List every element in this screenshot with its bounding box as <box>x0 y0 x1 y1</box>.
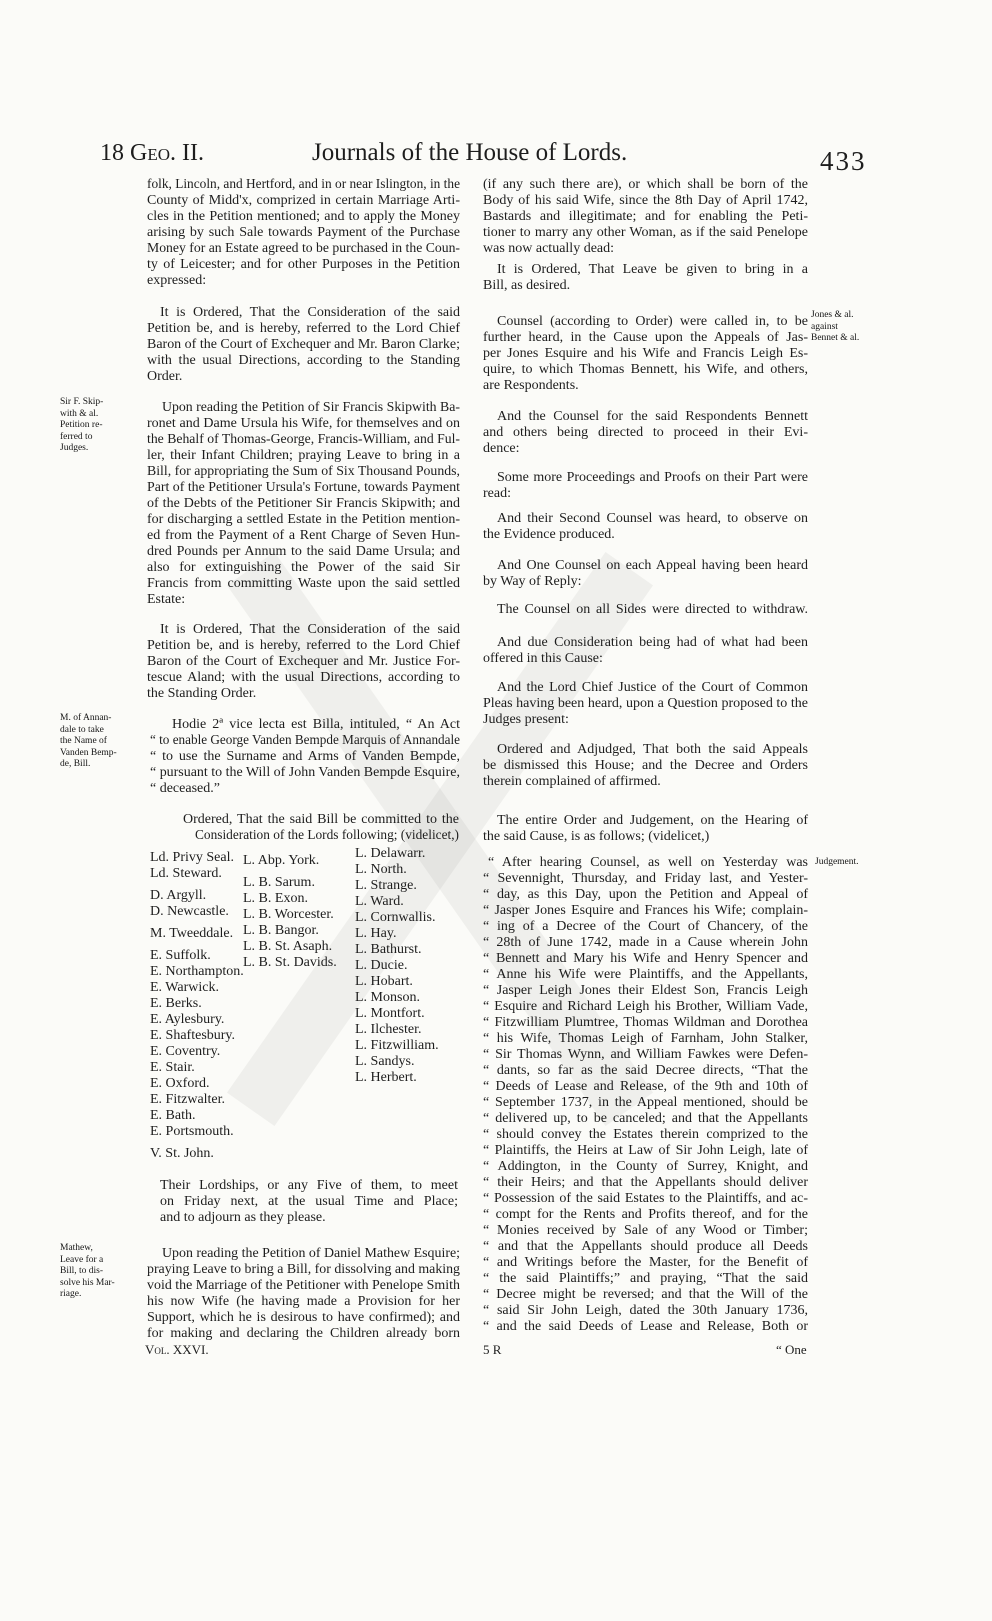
text-line: “ After hearing Counsel, as well on Yesterday was <box>488 855 808 870</box>
text-line: Petition be, and is hereby, referred to the Lord Chief <box>147 321 460 336</box>
text-line: by Way of Reply: <box>483 574 582 589</box>
text-line: Consideration of the Lords following; (videlicet,) <box>195 828 459 843</box>
text-line: And One Counsel on each Appeal having been heard <box>497 558 808 573</box>
committee-rank-group <box>150 926 244 942</box>
text-line: Francis from committing Waste upon the said settled <box>147 576 460 591</box>
text-line: “ Jasper Leigh Jones their Eldest Son, Francis Leigh <box>483 983 808 998</box>
text-line: void the Marriage of the Petitioner with Penelope Smith <box>147 1278 460 1293</box>
text-line: ferred to <box>60 431 93 442</box>
committee-member: L. B. St. Asaph. <box>243 939 333 954</box>
text-line: Upon reading the Petition of Daniel Mathew Esquire; <box>162 1246 460 1261</box>
text-line: ronet and Dame Ursula his Wife, for themselves and on <box>147 416 460 431</box>
text-line: And their Second Counsel was heard, to observe on <box>497 511 808 526</box>
text-line: Bennet & al. <box>811 333 860 343</box>
text-line: “ day, as this Day, upon the Petition and Appeal of <box>483 887 808 902</box>
text-line: was now actually dead: <box>483 241 615 256</box>
committee-member: L. Abp. York. <box>243 853 320 868</box>
text-line: “ their Heirs; and that the Appellants should deliver <box>483 1175 808 1190</box>
margin-note <box>60 713 144 771</box>
paragraph <box>483 742 808 790</box>
margin-note <box>811 310 901 345</box>
text-line: The entire Order and Judgement, on the Hearing of <box>497 813 808 828</box>
text-line: cles in the Petition mentioned; and to apply the Money <box>147 209 460 224</box>
text-line: expressed: <box>147 273 207 288</box>
committee-member: L. B. St. Davids. <box>243 955 337 970</box>
text-line: Some more Proceedings and Proofs on their Part were <box>497 470 808 485</box>
text-line: And the Lord Chief Justice of the Court of Common <box>497 680 808 695</box>
text-line: Their Lordships, or any Five of them, to meet <box>160 1178 458 1193</box>
text-line: Order. <box>147 369 183 384</box>
committee-member: E. Bath. <box>150 1108 196 1123</box>
paragraph <box>147 622 460 702</box>
text-line: Estate: <box>147 592 186 607</box>
committee-member: L. Bathurst. <box>355 942 422 957</box>
text-line: “ Plaintiffs, the Heirs at Law of Sir John Leigh, late of <box>483 1143 808 1158</box>
text-line: Bill, to dis- <box>60 1266 104 1276</box>
text-line: Judgement. <box>815 857 859 867</box>
committee-member: L. Ducie. <box>355 958 408 973</box>
text-line: Upon reading the Petition of Sir Francis Skipwith Ba- <box>162 400 460 415</box>
text-line: on Friday next, at the usual Time and Place; <box>160 1194 458 1209</box>
committee-member: L. B. Exon. <box>243 891 308 906</box>
page-number: 433 <box>820 146 867 176</box>
paragraph <box>483 314 808 394</box>
text-line: “ Jasper Jones Esquire and Frances his Wife; complain- <box>483 903 808 918</box>
text-line: with the usual Directions, according to the Standing <box>147 353 460 368</box>
text-line: ed from the Payment of a Rent Charge of Seven Hun- <box>147 528 460 543</box>
committee-member: L. Cornwallis. <box>355 910 436 925</box>
committee-member: M. Tweeddale. <box>150 926 234 941</box>
text-line: “ Deeds of Lease and Release, of the 9th and 10th of <box>483 1079 808 1094</box>
text-line: “ Possession of the said Estates to the Plaintiffs, and ac- <box>483 1191 808 1206</box>
text-line: ty of Leicester; and for other Purposes in the Petition <box>147 257 460 272</box>
committee-member: L. Ilchester. <box>355 1022 422 1037</box>
text-line: Petition re- <box>60 420 103 430</box>
committee-member: L. Sandys. <box>355 1054 415 1069</box>
text-line: “ delivered up, to be canceled; and that the Appellants <box>483 1111 808 1126</box>
text-line: “ Sevennight, Thursday, and Friday last, and Yester- <box>483 871 808 886</box>
committee-member: L. Strange. <box>355 878 417 893</box>
text-line: “ Decree might be reversed; and that the Will of the <box>483 1287 808 1302</box>
text-line: Leave for a <box>60 1254 104 1265</box>
text-line: Pleas having been heard, upon a Question proposed to the <box>483 696 808 711</box>
committee-member: L. Hobart. <box>355 974 413 989</box>
text-line: praying Leave to bring a Bill, for dissolving and making <box>147 1262 460 1277</box>
committee-member: L. Delawarr. <box>355 846 426 861</box>
text-line: And the Counsel for the said Respondents Bennett <box>497 409 808 424</box>
committee-column <box>243 853 337 977</box>
committee-member: Ld. Privy Seal. <box>150 850 234 865</box>
committee-member: E. Fitzwalter. <box>150 1092 226 1107</box>
paragraph <box>147 1246 460 1342</box>
text-line: folk, Lincoln, and Hertford, and in or near Islington, in the <box>147 177 460 192</box>
text-line: Hodie 2ª vice lecta est Billa, intituled, “ An Act <box>172 717 460 732</box>
text-line: with & al. <box>60 408 99 419</box>
committee-member: L. Herbert. <box>355 1070 417 1085</box>
catchword: “ One <box>776 1342 807 1357</box>
committee-member: L. Montfort. <box>355 1006 425 1021</box>
text-line: ler, their Infant Children; praying Leave to bring in a <box>147 448 460 463</box>
text-line: The Counsel on all Sides were directed to withdraw. <box>497 602 808 617</box>
text-line: “ Addington, in the County of Surrey, Knight, and <box>483 1159 808 1174</box>
text-line: the Evidence produced. <box>483 527 615 542</box>
margin-note <box>60 397 144 455</box>
text-line: Vanden Bemp- <box>60 747 117 758</box>
committee-member: E. Shaftesbury. <box>150 1028 236 1043</box>
committee-rank-group <box>243 853 337 869</box>
text-line: Judges present: <box>483 712 569 727</box>
text-line: “ to use the Surname and Arms of Vanden Bempde, <box>150 749 460 764</box>
text-line: It is Ordered, That the Consideration of the said <box>160 622 460 637</box>
text-line: Ordered and Adjudged, That both the said Appeals <box>497 742 808 757</box>
paragraph <box>147 400 460 608</box>
text-line: “ should convey the Estates therein comprized to the <box>483 1127 808 1142</box>
committee-member: E. Berks. <box>150 996 202 1011</box>
text-line: Sir F. Skip- <box>60 397 104 407</box>
paragraph <box>483 511 808 543</box>
text-line: the Name of <box>60 736 107 746</box>
committee-member: L. Hay. <box>355 926 397 941</box>
committee-member: L. North. <box>355 862 407 877</box>
text-line: Support, which he is desirous to have confirmed); and <box>147 1310 460 1325</box>
paragraph <box>483 470 808 502</box>
text-line: And due Consideration being had of what had been <box>497 635 808 650</box>
committee-member: E. Coventry. <box>150 1044 221 1059</box>
committee-member: E. Warwick. <box>150 980 219 995</box>
signature-mark: 5 R <box>483 1342 502 1357</box>
paragraph <box>147 717 460 797</box>
text-line: arising by such Sale towards Payment of the Purchase <box>147 225 460 240</box>
committee-member: V. St. John. <box>150 1146 214 1161</box>
text-line: for making and declaring the Children already born <box>147 1326 460 1341</box>
text-line: and others being directed to proceed in their Evi- <box>483 425 808 440</box>
text-line: “ dants, so far as the said Decree directs, “That the <box>483 1063 808 1078</box>
text-line: riage. <box>60 1289 82 1299</box>
paragraph <box>483 855 808 1335</box>
text-line: “ and Writings before the Master, for the Benefit of <box>483 1255 808 1270</box>
committee-column <box>150 850 244 1168</box>
paragraph <box>483 409 808 457</box>
text-line: “ and that the Appellants should produce all Deeds <box>483 1239 808 1254</box>
committee-rank-group <box>150 948 244 1140</box>
text-line: “ and the said Deeds of Lease and Release, Both or <box>483 1319 808 1334</box>
paragraph <box>483 558 808 590</box>
text-line: Bill, as desired. <box>483 278 571 293</box>
committee-rank-group <box>150 888 244 920</box>
text-line: “ the said Plaintiffs;” and praying, “That the said <box>483 1271 808 1286</box>
text-line: solve his Mar- <box>60 1277 115 1288</box>
text-line: It is Ordered, That Leave be given to bring in a <box>497 262 808 277</box>
text-line: dence: <box>483 441 520 456</box>
volume-number: Vol. XXVI. <box>145 1342 209 1357</box>
text-line: the Standing Order. <box>147 686 257 701</box>
text-line: quire, to which Thomas Bennett, his Wife, and others, <box>483 362 808 377</box>
paragraph <box>147 177 460 289</box>
text-line: “ his Wife, Thomas Leigh of Farnham, John Stalker, <box>483 1031 808 1046</box>
committee-rank-group <box>150 1146 244 1162</box>
text-line: dale to take <box>60 724 104 735</box>
paragraph <box>483 177 808 257</box>
text-line: Bill, for appropriating the Sum of Six Thousand Pounds, <box>147 464 460 479</box>
text-line: tioner to marry any other Woman, as if the said Penelope <box>483 225 808 240</box>
text-line: “ said Sir John Leigh, dated the 30th January 1736, <box>483 1303 808 1318</box>
text-line: the Behalf of Thomas-George, Francis-William, and Ful- <box>147 432 460 447</box>
committee-member: D. Argyll. <box>150 888 207 903</box>
text-line: “ Sir Thomas Wynn, and William Fawkes were Defen- <box>483 1047 808 1062</box>
text-line: of the Debts of the Petitioner Sir Francis Skipwith; and <box>147 496 460 511</box>
text-line: read: <box>483 486 511 501</box>
text-line: “ September 1737, in the Appeal mentioned, should be <box>483 1095 808 1110</box>
text-line: County of Midd'x, comprized in certain Marriage Arti- <box>147 193 460 208</box>
text-line: “ 28th of June 1742, made in a Cause wherein John <box>483 935 808 950</box>
paragraph <box>483 680 808 728</box>
committee-member: E. Stair. <box>150 1060 195 1075</box>
paragraph <box>483 602 808 618</box>
text-line: “ Fitzwilliam Plumtree, Thomas Wildman and Dorothea <box>483 1015 808 1030</box>
committee-member: E. Aylesbury. <box>150 1012 225 1027</box>
text-line: for discharging a settled Estate in the Petition mention- <box>147 512 460 527</box>
text-line: Petition be, and is hereby, referred to the Lord Chief <box>147 638 460 653</box>
text-line: per Jones Esquire and his Wife and Francis Leigh Es- <box>483 346 808 361</box>
committee-rank-group <box>355 846 439 1086</box>
committee-member: L. B. Bangor. <box>243 923 319 938</box>
text-line: the said Cause, is as follows; (videlicet,) <box>483 829 710 844</box>
text-line: “ Monies received by Sale of any Wood or Timber; <box>483 1223 808 1238</box>
margin-note <box>60 1243 144 1301</box>
text-line: Money for an Estate agreed to be purchased in the Coun- <box>147 241 460 256</box>
committee-member: D. Newcastle. <box>150 904 229 919</box>
text-line: “ deceased.” <box>150 781 220 796</box>
running-head-title: Journals of the House of Lords. <box>312 139 628 166</box>
text-line: against <box>811 321 838 332</box>
text-line: (if any such there are), or which shall be born of the <box>483 177 808 192</box>
paragraph <box>483 635 808 667</box>
committee-member: L. Monson. <box>355 990 420 1005</box>
text-line: Baron of the Court of Exchequer and Mr. Baron Clarke; <box>147 337 460 352</box>
text-line: It is Ordered, That the Consideration of the said <box>160 305 460 320</box>
text-line: offered in this Cause: <box>483 651 603 666</box>
text-line: Baron of the Court of Exchequer and Mr. Justice For- <box>147 654 460 669</box>
committee-rank-group <box>150 850 244 882</box>
committee-member: E. Suffolk. <box>150 948 211 963</box>
text-line: “ ing of a Decree of the Court of Chancery, of the <box>483 919 808 934</box>
text-line: “ to enable George Vanden Bempde Marquis of Annandale <box>150 733 460 748</box>
text-line: are Respondents. <box>483 378 579 393</box>
text-line: be dismissed this House; and the Decree and Orders <box>483 758 808 773</box>
text-line: Jones & al. <box>811 310 854 320</box>
committee-member: E. Oxford. <box>150 1076 210 1091</box>
committee-member: L. Ward. <box>355 894 404 909</box>
text-line: Judges. <box>60 443 89 453</box>
text-line: Bastards and illegitimate; and for enabling the Peti- <box>483 209 808 224</box>
paragraph <box>483 813 808 845</box>
committee-member: L. B. Sarum. <box>243 875 315 890</box>
text-line: dred Pounds per Annum to the said Dame Ursula; and <box>147 544 460 559</box>
committee-member: Ld. Steward. <box>150 866 222 881</box>
text-line: de, Bill. <box>60 759 91 769</box>
paragraph <box>160 1178 458 1226</box>
text-line: therein complained of affirmed. <box>483 774 661 789</box>
paragraph <box>483 262 808 294</box>
text-line: his now Wife (he having made a Provision for her <box>147 1294 460 1309</box>
text-line: “ Bennett and Mary his Wife and Henry Spencer and <box>483 951 808 966</box>
text-line: “ Anne his Wife were Plaintiffs, and the Appellants, <box>483 967 808 982</box>
committee-member: L. B. Worcester. <box>243 907 334 922</box>
committee-member: E. Northampton. <box>150 964 244 979</box>
committee-column <box>355 846 439 1092</box>
text-line: Ordered, That the said Bill be committed to the <box>183 812 459 827</box>
text-line: and to adjourn as they please. <box>160 1210 326 1225</box>
text-line: Part of the Petitioner Ursula's Fortune, towards Payment <box>147 480 460 495</box>
text-line: Mathew, <box>60 1243 93 1253</box>
margin-note <box>815 857 905 869</box>
text-line: Counsel (according to Order) were called in, to be <box>497 314 808 329</box>
committee-member: L. Fitzwilliam. <box>355 1038 439 1053</box>
text-line: tescue Aland; with the usual Directions, according to <box>147 670 460 685</box>
text-line: Body of his said Wife, since the 8th Day of April 1742, <box>483 193 808 208</box>
text-line: also for extinguishing the Power of the said Sir <box>147 560 460 575</box>
paragraph <box>183 812 459 844</box>
text-line: “ compt for the Rents and Profits thereof, and for the <box>483 1207 808 1222</box>
paragraph <box>147 305 460 385</box>
text-line: “ pursuant to the Will of John Vanden Bempde Esquire, <box>150 765 460 780</box>
text-line: M. of Annan- <box>60 713 112 723</box>
text-line: further heard, in the Cause upon the Appeals of Jas- <box>483 330 808 345</box>
committee-member: E. Portsmouth. <box>150 1124 234 1139</box>
text-line: “ Esquire and Richard Leigh his Brother, William Vade, <box>483 999 808 1014</box>
running-head-regnal-year: 18 Geo. II. <box>100 140 204 166</box>
committee-rank-group <box>243 875 337 971</box>
